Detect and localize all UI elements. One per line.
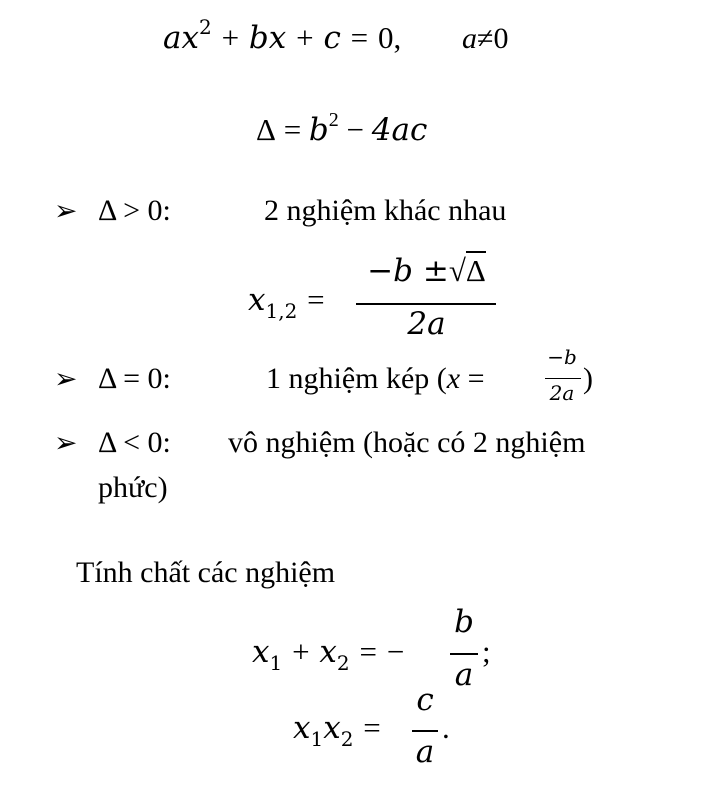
comma: ,: [393, 20, 402, 55]
equals-sign: =: [283, 112, 302, 147]
sub2: 2: [340, 727, 354, 751]
sqrt-arg: Δ: [465, 253, 486, 288]
sub1: 1: [269, 651, 283, 675]
case2-equals: =: [467, 362, 485, 395]
bullet-icon: ➢: [54, 428, 78, 459]
condition: [462, 22, 508, 56]
var-x: x: [181, 20, 199, 56]
sum-lhs: [252, 634, 405, 675]
case3-text-line2: phức): [98, 471, 168, 504]
case2-condition: Δ = 0:: [98, 362, 171, 395]
case2-close: ): [583, 362, 593, 395]
x-var: x: [248, 282, 266, 318]
minus-sign: −: [346, 112, 365, 147]
case2-text: [266, 362, 485, 396]
coef-a: a: [163, 20, 182, 56]
product-denominator: a: [415, 734, 435, 770]
roots-lhs: [248, 282, 325, 323]
delta: Δ: [256, 112, 276, 147]
x2: x: [319, 634, 337, 670]
plus-sign: +: [221, 20, 240, 55]
sub2: 2: [336, 651, 350, 675]
subscript: 1,2: [265, 299, 298, 323]
roots-denominator: 2a: [407, 306, 446, 342]
bullet-icon: ➢: [54, 196, 78, 227]
case3-condition: Δ < 0:: [98, 426, 171, 459]
x2: x: [323, 710, 341, 746]
general-equation: [163, 15, 402, 56]
b-term: bx: [248, 20, 287, 56]
case2-x: x: [446, 362, 461, 395]
cond-a: a: [462, 22, 477, 55]
case2-text-start: 1 nghiệm kép (: [266, 362, 447, 395]
num-left: −b ±: [367, 253, 449, 289]
plus-sign: +: [292, 634, 310, 669]
discriminant-formula: [256, 109, 428, 148]
c-term: c: [323, 20, 341, 56]
case1-text: 2 nghiệm khác nhau: [264, 194, 507, 227]
period: .: [442, 710, 450, 745]
fraction-bar: [545, 378, 581, 379]
fraction-bar: [412, 730, 438, 732]
plus-sign: +: [296, 20, 314, 55]
exponent: 2: [198, 15, 212, 39]
semicolon: ;: [482, 634, 491, 669]
equals-sign: =: [363, 710, 381, 745]
properties-heading: Tính chất các nghiệm: [76, 556, 336, 589]
zero: 0: [378, 20, 394, 55]
sum-numerator: b: [454, 604, 474, 640]
sqrt-icon: √: [448, 253, 466, 288]
product-lhs: [293, 710, 381, 751]
x1: x: [252, 634, 270, 670]
bullet-icon: ➢: [54, 364, 78, 395]
neq-sign: ≠: [477, 22, 494, 55]
equals-sign: =: [307, 282, 325, 317]
b-var: b: [308, 112, 329, 148]
fraction-bar: [356, 303, 496, 305]
cond-zero: 0: [493, 22, 509, 55]
case3-text-line1: vô nghiệm (hoặc có 2 nghiệm: [228, 426, 586, 459]
sub1: 1: [310, 727, 324, 751]
case2-numerator: −b: [547, 345, 577, 369]
exponent: 2: [328, 109, 339, 131]
equals-sign: =: [350, 20, 369, 55]
case2-denominator: 2a: [549, 381, 575, 405]
four-ac: 4ac: [371, 112, 428, 148]
roots-numerator: [354, 253, 499, 289]
equals-sign: =: [359, 634, 377, 669]
minus-sign: −: [386, 634, 405, 669]
case1-condition: Δ > 0:: [98, 194, 171, 227]
x1: x: [293, 710, 311, 746]
fraction-bar: [450, 653, 478, 655]
sum-denominator: a: [454, 657, 474, 693]
product-numerator: c: [416, 682, 434, 718]
